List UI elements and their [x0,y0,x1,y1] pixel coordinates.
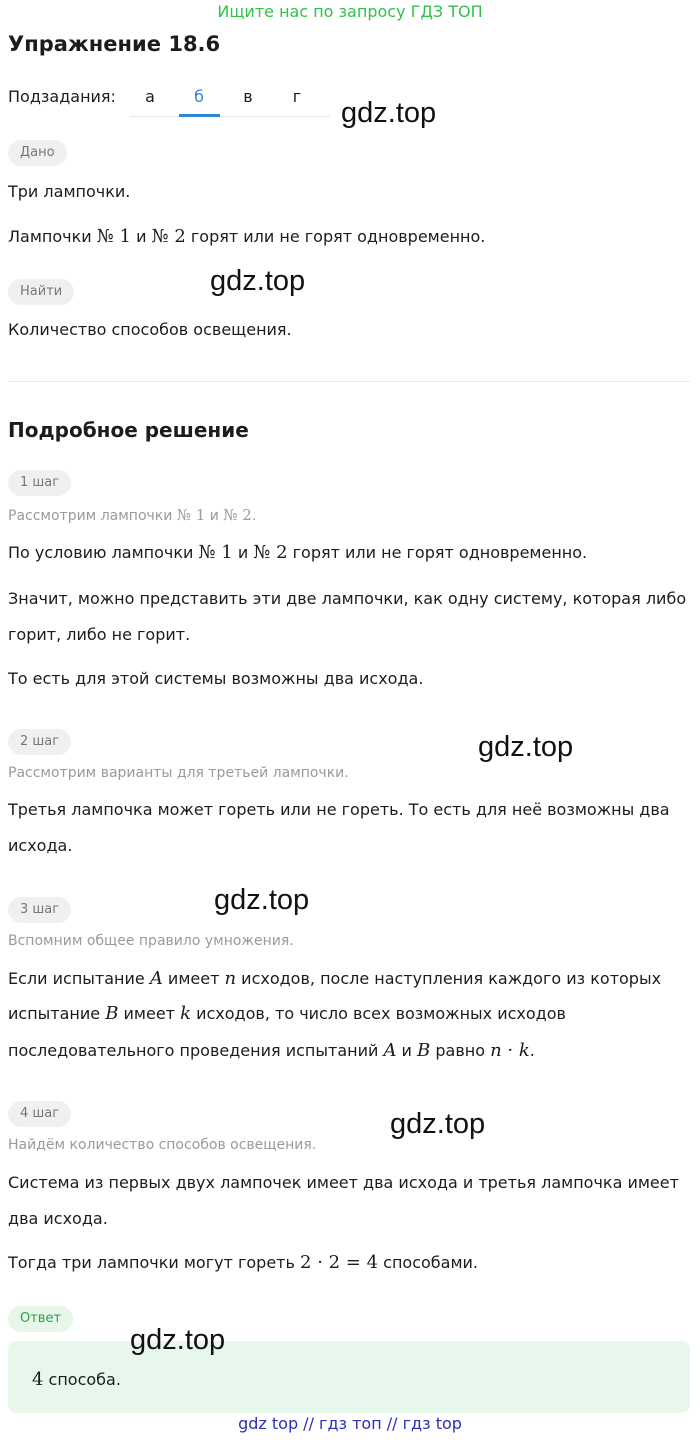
tab-v[interactable]: в [243,87,253,106]
step-3-line-2: испытание B имеет k исходов, то число всех возможных исходов [8,1003,566,1024]
page-title: Упражнение 18.6 [8,32,221,56]
active-tab-indicator [179,114,220,117]
step-4-hint: Найдём количество способов освещения. [8,1137,317,1153]
answer-text: 4 способа. [32,1369,121,1390]
step-4-paragraph-1: Система из первых двух лампочек имеет два исхода и третья лампочка имеет два исхода. [8,1173,679,1228]
step-1-paragraph-3: То есть для этой системы возможны два исхода. [8,669,424,688]
section-divider [8,381,690,382]
watermark: gdz.top [478,731,574,763]
step-1-pill: 1 шаг [8,470,71,496]
step-2-hint: Рассмотрим варианты для третьей лампочки. [8,765,349,781]
step-4-paragraph-2: Тогда три лампочки могут гореть 2 · 2 = 4 способами. [8,1252,479,1273]
tab-g[interactable]: г [292,87,302,106]
watermark: gdz.top [390,1108,486,1140]
step-4-pill: 4 шаг [8,1101,71,1127]
step-1-paragraph-2: Значит, можно представить эти две лампочки, как одну систему, которая либо горит, либо не горит. [8,589,687,644]
find-pill: Найти [8,279,74,305]
step-2-pill: 2 шаг [8,729,71,755]
given-line-2: Лампочки № 1 и № 2 горят или не горят одновременно. [8,226,486,247]
solution-title: Подробное решение [8,418,249,442]
watermark: gdz.top [214,884,310,916]
tabs-baseline [130,116,330,117]
step-1-paragraph-1: По условию лампочки № 1 и № 2 горят или не горят одновременно. [8,542,588,563]
step-3-line-1: Если испытание A имеет n исходов, после наступления каждого из которых [8,968,662,989]
step-2-paragraph-1: Третья лампочка может гореть или не гореть. То есть для неё возможны два исхода. [8,800,670,855]
step-1-hint: Рассмотрим лампочки № 1 и № 2. [8,506,257,524]
given-pill: Дано [8,140,67,166]
answer-pill: Ответ [8,1306,73,1332]
watermark: gdz.top [341,97,437,129]
step-3-hint: Вспомним общее правило умножения. [8,933,294,949]
footer-links[interactable]: gdz top // гдз топ // гдз top [238,1414,462,1433]
subtasks-label: Подзадания: [8,87,116,106]
tab-a[interactable]: а [145,87,155,106]
watermark: gdz.top [130,1324,226,1356]
watermark: gdz.top [210,265,306,297]
tab-b[interactable]: б [194,87,204,106]
step-3-line-3: последовательного проведения испытаний A и B равно n · k. [8,1040,535,1061]
step-3-pill: 3 шаг [8,897,71,923]
top-banner: Ищите нас по запросу ГДЗ ТОП [217,2,483,21]
find-line-1: Количество способов освещения. [8,320,292,339]
given-line-1: Три лампочки. [8,182,131,201]
